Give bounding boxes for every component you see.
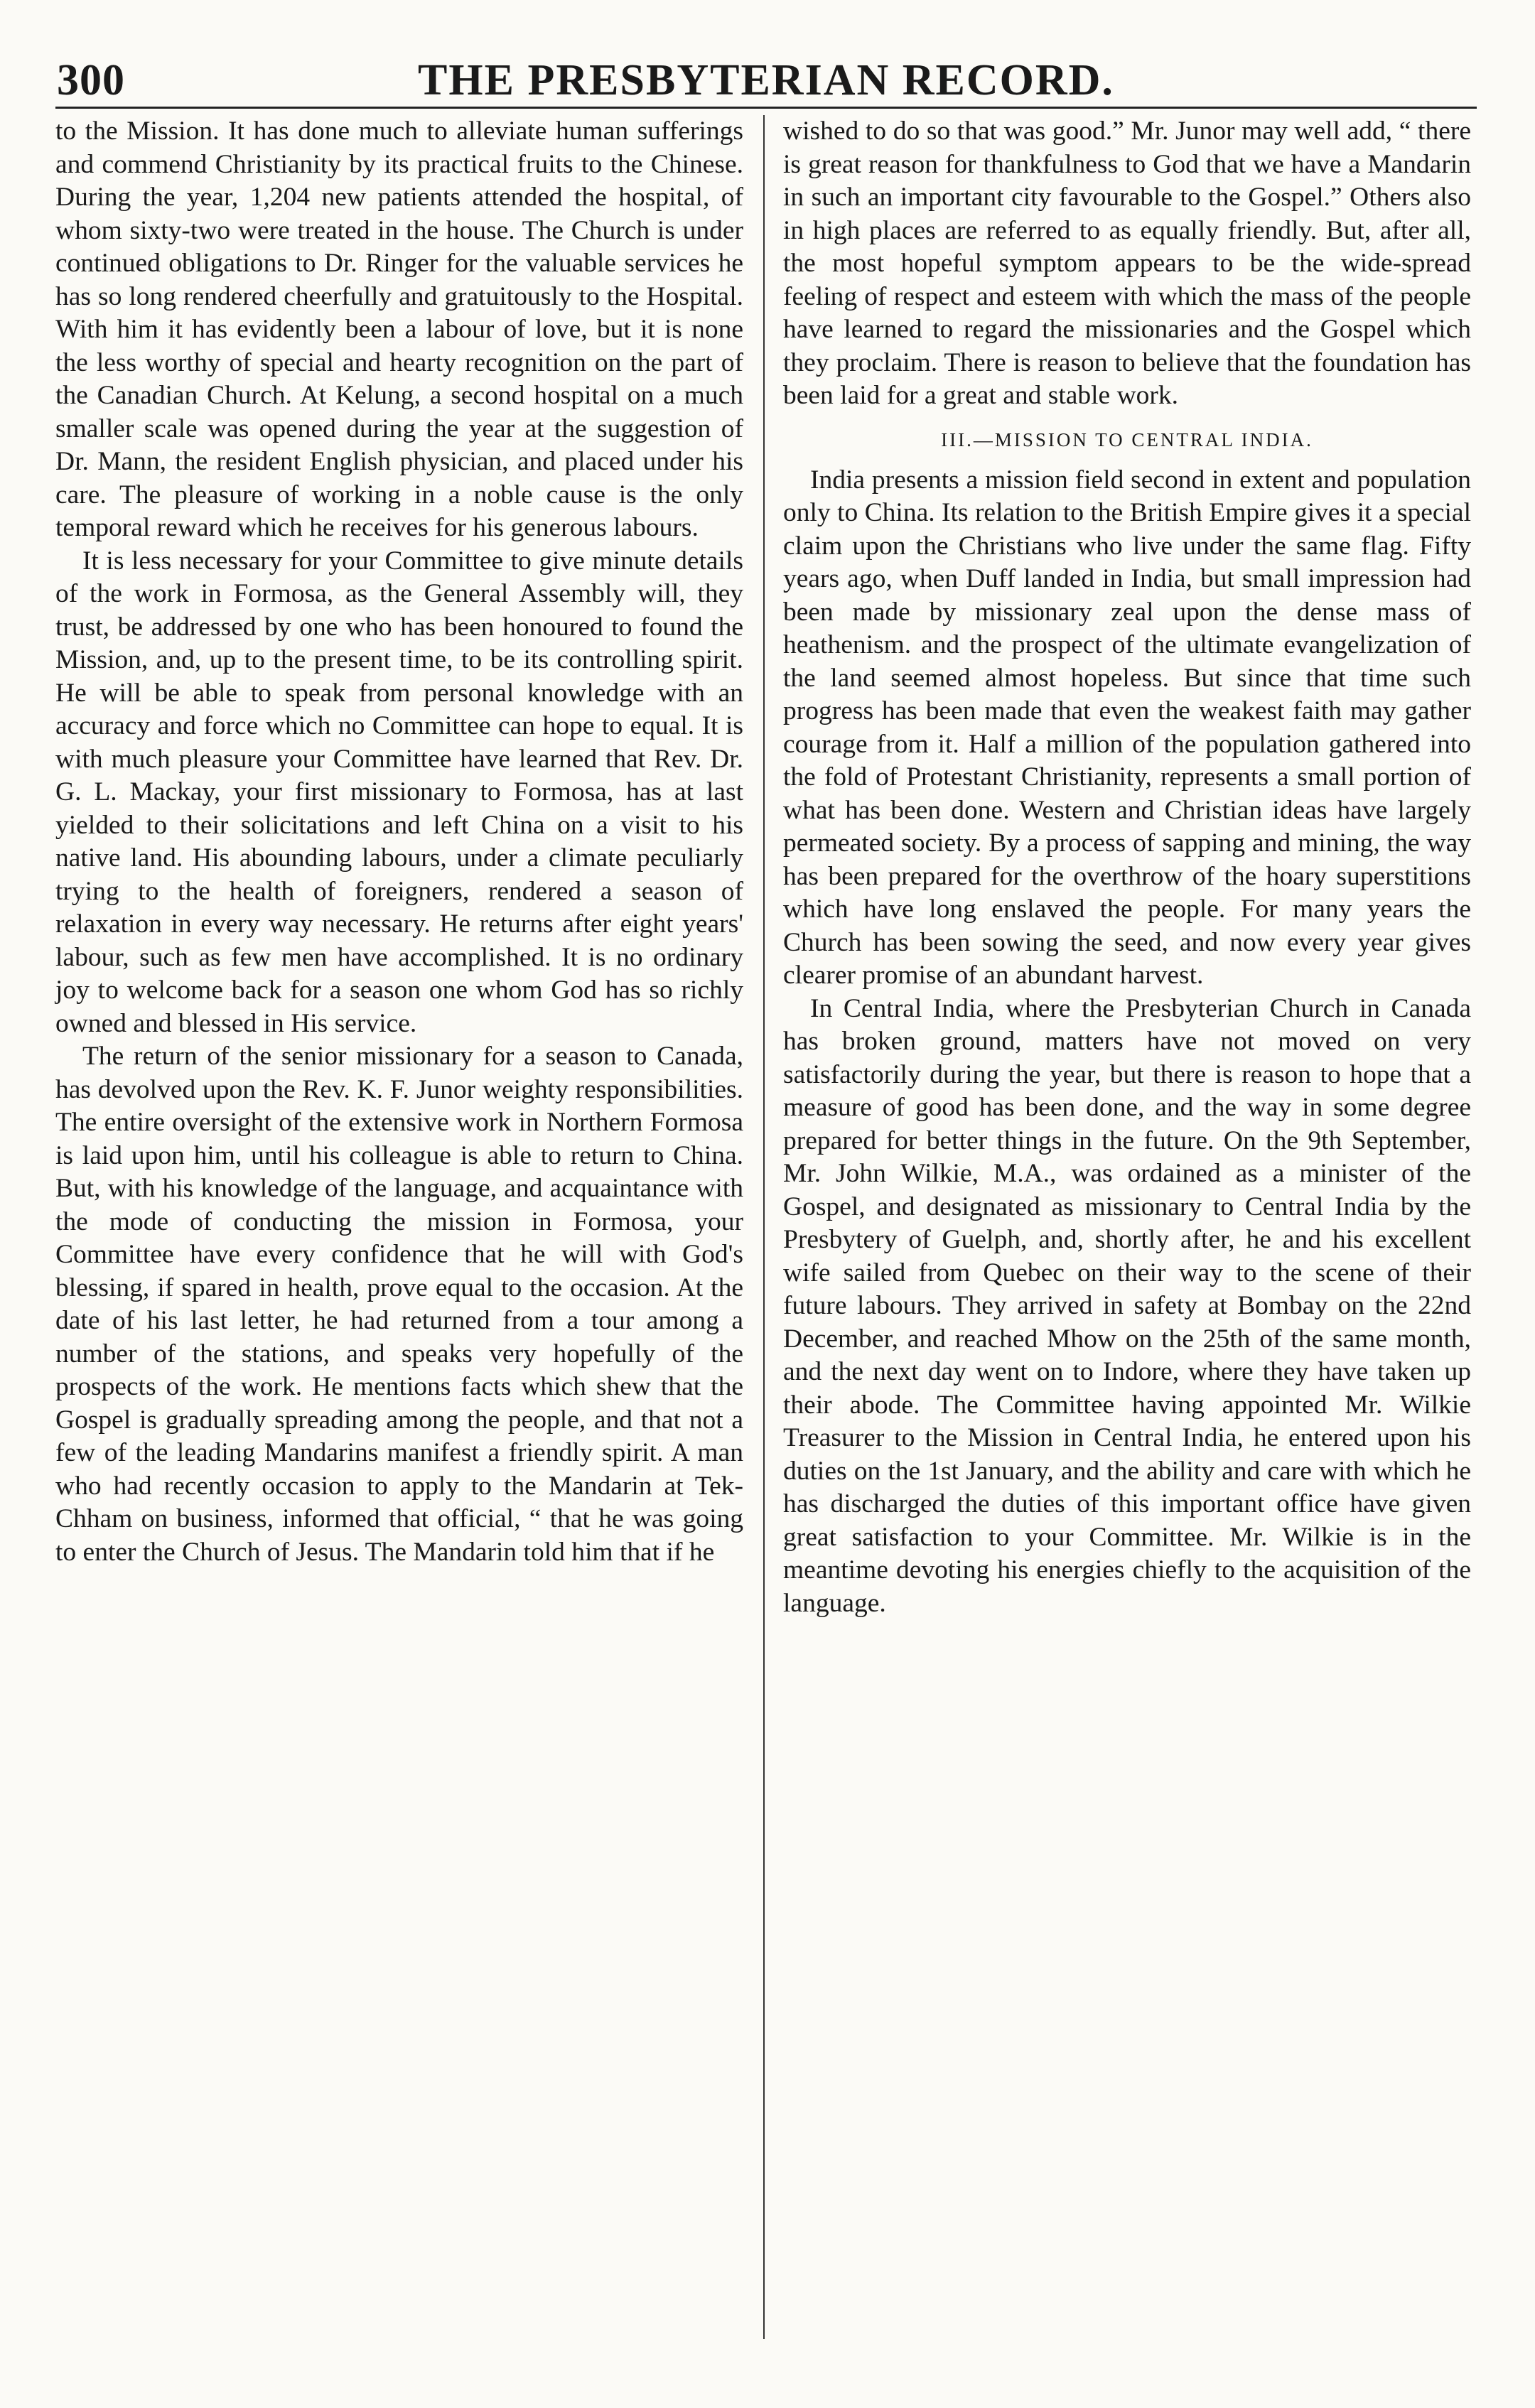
right-column xyxy=(783,115,1471,1620)
page-header xyxy=(55,28,1477,109)
right-paragraph-2: India presents a mission field second in extent and population only to China. Its relation to the British Empire gives it a special claim upon the Christians who live under the same flag. Fifty years ago, when Duff landed in India, but small impression had been made by missionary zeal upon the dense mass of heathenism. and the prospect of the ultimate evangelization of the land seemed almost hopeless. But since that time such progress has been made that even the weakest faith may gather courage from it. Half a million of the population gathered into the fold of Protestant Christianity, represents a small portion of what has been done. Western and Christian ideas have largely permeated society. By a process of sapping and mining, the way has been prepared for the overthrow of the hoary superstitions which have long enslaved the people. For many years the Church has been sowing the seed, and now every year gives clearer promise of an abundant harvest. xyxy=(783,465,1471,990)
column-divider xyxy=(763,115,765,2339)
right-paragraph-1: wished to do so that was good.” Mr. Junor may well add, “ there is great reason for thankfulness to God that we have a Mandarin in such an important city favourable to the Gospel.” Others also in high places are referred to as equally friendly. But, after all, the most hopeful symptom appears to be the wide-spread feeling of respect and esteem with which the mass of the people have learned to regard the missionaries and the Gospel which they proclaim. There is reason to believe that the foundation has been laid for a great and stable work. xyxy=(783,117,1471,410)
journal-title: THE PRESBYTERIAN RECORD. xyxy=(418,56,1114,104)
section-heading: III.—MISSION TO CENTRAL INDIA. xyxy=(941,428,1313,450)
left-paragraph-3: The return of the senior missionary for a season to Canada, has devolved upon the Rev. K. F. Junor weighty responsibilities. The entire oversight of the extensive work in Northern Formosa is laid upon him, until his colleague is able to return to China. But, with his knowledge of the language, and acquaintance with the mode of conducting the mission in Formosa, your Committee have every confidence that he will with God's blessing, if spared in health, prove equal to the occasion. At the date of his last letter, he had returned from a tour among a number of the stations, and speaks very hopefully of the prospects of the work. He mentions facts which shew that the Gospel is gradually spreading among the people, and that not a few of the leading Mandarins manifest a friendly spirit. A man who had recently occasion to apply to the Mandarin at Tek-Chham on business, informed that official, “ that he was going to enter the Church of Jesus. The Mandarin told him that if he xyxy=(55,1042,743,1567)
page-number: 300 xyxy=(57,56,125,104)
left-paragraph-2: It is less necessary for your Committee to give minute details of the work in Formosa, as the General Assembly will, they trust, be addressed by one who has been honoured to found the Mission, and, up to the present time, to be its controlling spirit. He will be able to speak from personal knowledge with an accuracy and force which no Committee can hope to equal. It is with much pleasure your Committee have learned that Rev. Dr. G. L. Mackay, your first missionary to Formosa, has at last yielded to their solicitations and left China on a visit to his native land. His abounding labours, under a climate peculiarly trying to the health of foreigners, rendered a season of relaxation in every way necessary. He returns after eight years' labour, such as few men have accomplished. It is no ordinary joy to welcome back for a season one whom God has so richly owned and blessed in His service. xyxy=(55,546,743,1038)
left-paragraph-1: to the Mission. It has done much to alleviate human sufferings and commend Christianity by its practical fruits to the Chinese. During the year, 1,204 new patients attended the hospital, of whom sixty-two were treated in the house. The Church is under continued obligations to Dr. Ringer for the valuable services he has so long rendered cheerfully and gratuitously to the Hospital. With him it has evidently been a labour of love, but it is none the less worthy of special and hearty recognition on the part of the Canadian Church. At Kelung, a second hospital on a much smaller scale was opened during the year at the suggestion of Dr. Mann, the resident English physician, and placed under his care. The pleasure of working in a noble cause is the only temporal reward which he receives for his generous labours. xyxy=(55,117,743,542)
left-column xyxy=(55,115,743,1569)
page xyxy=(55,28,1477,2387)
right-paragraph-3: In Central India, where the Presbyterian Church in Canada has broken ground, matters have not moved on very satisfactorily during the year, but there is reason to hope that a measure of good has been done, and the way in some degree prepared for better things in the future. On the 9th September, Mr. John Wilkie, M.A., was ordained as a minister of the Gospel, and designated as missionary to Central India by the Presbytery of Guelph, and, shortly after, he and his excellent wife sailed from Quebec on their way to the scene of their future labours. They arrived in safety at Bombay on the 22nd December, and reached Mhow on the 25th of the same month, and the next day went on to Indore, where they have taken up their abode. The Committee having appointed Mr. Wilkie Treasurer to the Mission in Central India, he entered upon his duties on the 1st January, and the ability and care with which he has discharged the duties of this important office have given great satisfaction to your Committee. Mr. Wilkie is in the meantime devoting his energies chiefly to the acquisition of the language. xyxy=(783,993,1471,1618)
body-columns xyxy=(55,115,1477,2353)
